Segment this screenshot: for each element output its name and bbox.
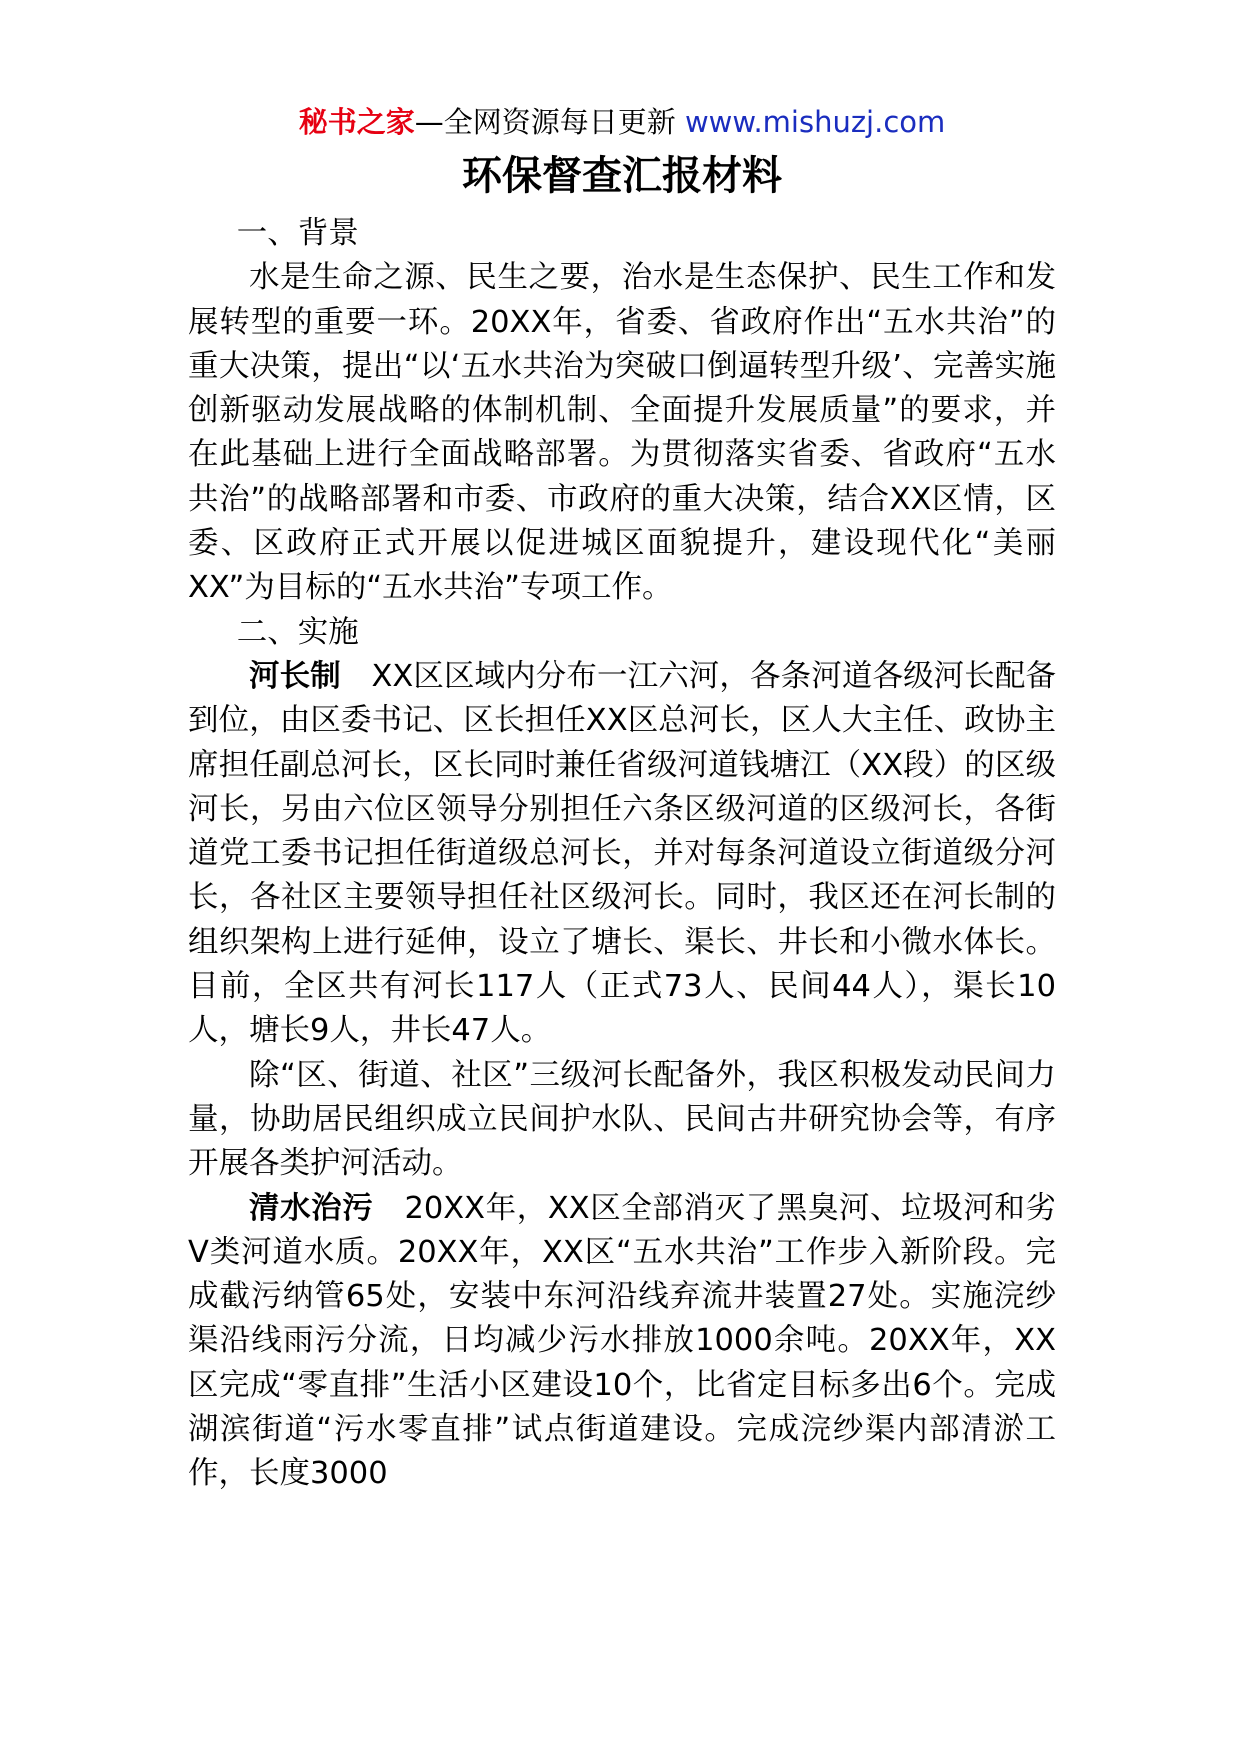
site-url-link[interactable]: www.mishuzj.com bbox=[684, 105, 946, 139]
document-page bbox=[188, 100, 1056, 1497]
paragraph-clean-water bbox=[188, 1187, 1056, 1497]
clean-water-label: 清水治污 bbox=[249, 1190, 374, 1226]
river-chief-text: XX区区域内分布一江六河，各条河道各级河长配备到位，由区委书记、区长担任XX区总河长，区人大主任、政协主席担任副总河长，区长同时兼任省级河道钱塘江（XX段）的区级河长，另由六位区领导分别担任六条区级河道的区级河长，各街道党工委书记担任街道级总河长，并对每条河道设立街道级分河长，各社区主要领导担任社区级河长。同时，我区还在河长制的组织架构上进行延伸，设立了塘长、渠长、井长和小微水体长。目前，全区共有河长117人（正式73人、民间44人），渠长10人，塘长9人，井长47人。 bbox=[188, 658, 1056, 1049]
paragraph-river-chief bbox=[188, 655, 1056, 1054]
section-heading-background: 一、背景 bbox=[236, 216, 359, 251]
brand-slogan: —全网资源每日更新 bbox=[414, 105, 676, 139]
document-title: 环保督查汇报材料 bbox=[462, 153, 782, 199]
site-header bbox=[188, 100, 1056, 144]
section-heading-implementation: 二、实施 bbox=[236, 614, 359, 650]
paragraph-civil-forces: 除“区、街道、社区”三级河长配备外，我区积极发动民间力量，协助居民组织成立民间护水队、民间古井研究协会等，有序开展各类护河活动。 bbox=[188, 1057, 1056, 1182]
document-body bbox=[188, 212, 1056, 1497]
brand-name: 秘书之家 bbox=[298, 105, 415, 139]
paragraph-background: 水是生命之源、民生之要，治水是生态保护、民生工作和发展转型的重要一环。20XX年，省委、省政府作出“五水共治”的重大决策，提出“以‘五水共治为突破口倒逼转型升级’、完善实施创新驱动发展战略的体制机制、全面提升发展质量”的要求，并在此基础上进行全面战略部署。为贯彻落实省委、省政府“五水共治”的战略部署和市委、市政府的重大决策，结合XX区情，区委、区政府正式开展以促进城区面貌提升，建设现代化“美丽XX”为目标的“五水共治”专项工作。 bbox=[188, 260, 1056, 606]
clean-water-text: 20XX年，XX区全部消灭了黑臭河、垃圾河和劣Ⅴ类河道水质。20XX年，XX区“五水共治”工作步入新阶段。完成截污纳管65处，安装中东河沿线弃流井装置27处。实施浣纱渠沿线雨污分流，日均减少污水排放1000余吨。20XX年，XX区完成“零直排”生活小区建设10个，比省定目标多出6个。完成湖滨街道“污水零直排”试点街道建设。完成浣纱渠内部清淤工作，长度3000 bbox=[188, 1190, 1057, 1492]
river-chief-label: 河长制 bbox=[249, 658, 341, 694]
